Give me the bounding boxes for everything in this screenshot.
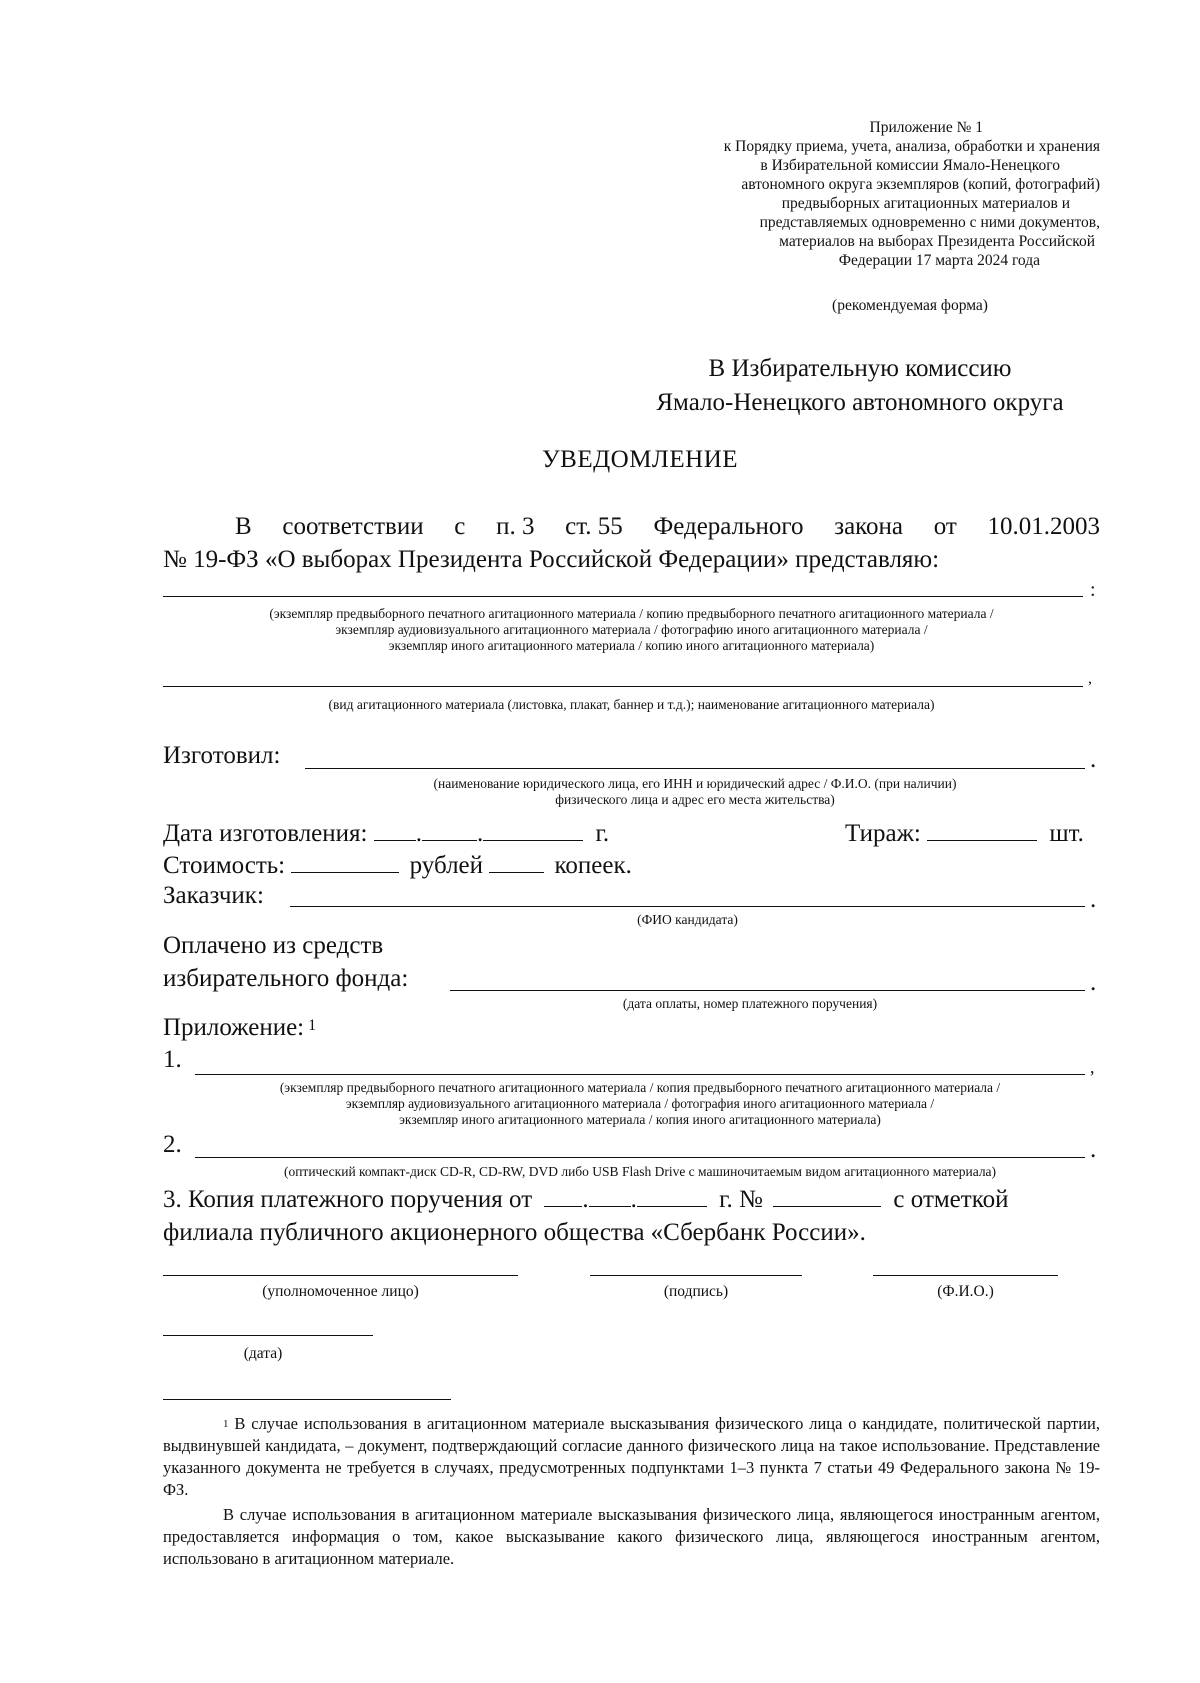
- appendix-line: автономного округа экземпляров (копий, фотографий): [741, 176, 1100, 193]
- payment-line-1: Оплачено из средств: [163, 932, 384, 959]
- attachment-1-blank-line[interactable]: [195, 1074, 1085, 1075]
- intro-word: В: [235, 513, 252, 540]
- payment-blank-line[interactable]: [450, 990, 1085, 991]
- intro-word: от: [933, 513, 957, 540]
- intro-word: соответствии: [282, 513, 424, 540]
- producer-label: Изготовил:: [163, 742, 281, 769]
- attachment-1-terminator: ,: [1090, 1057, 1095, 1077]
- circulation-unit: шт.: [1049, 820, 1084, 847]
- production-year-suffix: г.: [595, 820, 610, 847]
- intro-word: 10.01.2003: [987, 513, 1100, 540]
- intro-word: Федерального: [653, 513, 804, 540]
- attachment-3-row: 3. Копия платежного поручения от . . г. № с отметкой: [163, 1186, 1009, 1213]
- form-note: (рекомендуемая форма): [832, 297, 988, 314]
- date-line[interactable]: [163, 1335, 373, 1336]
- attachment-1-number: 1.: [163, 1046, 182, 1073]
- production-date-label: Дата изготовления:: [163, 820, 368, 847]
- attachment-3-line-2: филиала публичного акционерного общества «Сбербанк России».: [163, 1219, 866, 1246]
- appendix-header: [600, 118, 1100, 270]
- signature-line[interactable]: [590, 1275, 802, 1276]
- cost-rubles-blank[interactable]: [291, 850, 399, 873]
- attachment-3-suffix: с отметкой: [893, 1186, 1009, 1213]
- signature-caption: (подпись): [663, 1283, 729, 1300]
- intro-word: закона: [834, 513, 904, 540]
- authorized-person-caption: (уполномоченное лицо): [262, 1283, 419, 1300]
- material-type-terminator: ,: [1088, 670, 1092, 687]
- circulation-blank[interactable]: [927, 818, 1037, 841]
- payment-terminator: .: [1090, 969, 1097, 996]
- payment-order-day-blank[interactable]: [544, 1184, 582, 1207]
- production-month-blank[interactable]: [422, 818, 477, 841]
- material-terminator: :: [1090, 579, 1096, 601]
- customer-terminator: .: [1090, 886, 1097, 913]
- appendix-line: Федерации 17 марта 2024 года: [838, 252, 1040, 269]
- date-caption: (дата): [243, 1345, 283, 1362]
- footnote-reference: 1: [308, 1017, 317, 1034]
- producer-blank-line[interactable]: [305, 768, 1085, 769]
- authorized-person-line[interactable]: [163, 1275, 518, 1276]
- intro-line-1: [163, 510, 1100, 543]
- cost-kopecks-blank[interactable]: [489, 850, 544, 873]
- addressee-line-2: Ямало-Ненецкого автономного округа: [656, 389, 1064, 416]
- attachment-2-terminator: .: [1090, 1136, 1097, 1163]
- material-caption: (экземпляр предвыборного печатного агитационного материала / копию предвыборного печатного агитационного материала / экземпляр аудиовизуального агитационного материала / фотографию иного агитационного материала / экземпляр иного агитационного материала / копию иного агитационного материала): [269, 606, 994, 653]
- appendix-line: Приложение № 1: [869, 119, 983, 136]
- document-title: УВЕДОМЛЕНИЕ: [541, 446, 739, 473]
- customer-caption: (ФИО кандидата): [637, 912, 738, 927]
- circulation-row: [845, 818, 1084, 849]
- addressee: [620, 352, 1100, 420]
- footnote-paragraph-1: $^1$ В случае использования в агитационном материале высказывания физического лица о кандидате, политической партии, выдвинувшей кандидата, – документ, подтверждающий согласие данного физического лица на такое использование. Представление указанного документа не требуется в случаях, предусмотренных подпунктами 1–3 пункта 7 статьи 49 Федерального закона № 19-ФЗ.: [163, 1414, 1100, 1499]
- appendix-line: в Избирательной комиссии Ямало-Ненецкого: [760, 157, 1060, 174]
- appendix-line: представляемых одновременно с ними документов,: [759, 214, 1100, 231]
- attachments-label-row: [163, 1013, 316, 1043]
- production-date-row: Дата изготовления: . . г.: [163, 820, 610, 847]
- attachments-label: Приложение:: [163, 1014, 305, 1041]
- material-blank-line[interactable]: [163, 596, 1083, 597]
- producer-terminator: .: [1090, 746, 1097, 773]
- footnote: [163, 1413, 1100, 1570]
- attachment-3-prefix: 3. Копия платежного поручения от: [163, 1186, 533, 1213]
- production-year-blank[interactable]: [483, 818, 583, 841]
- footnote-mark: 1: [223, 1418, 229, 1430]
- customer-label: Заказчик:: [163, 882, 264, 909]
- material-type-caption: (вид агитационного материала (листовка, плакат, баннер и т.д.); наименование агитационного материала): [328, 697, 935, 712]
- cost-row: [163, 850, 632, 881]
- payment-caption: (дата оплаты, номер платежного поручения): [622, 996, 878, 1011]
- customer-blank-line[interactable]: [290, 906, 1085, 907]
- production-day-blank[interactable]: [374, 818, 416, 841]
- footnote-paragraph-2: В случае использования в агитационном материале высказывания физического лица, являющегося иностранным агентом, предоставляется информация о том, какое высказывание какого физического лица, являющегося иностранным агентом, использовано в агитационном материале.: [163, 1505, 1100, 1568]
- attachment-2-caption: (оптический компакт-диск CD-R, CD-RW, DVD либо USB Flash Drive с машиночитаемым видом агитационного материала): [283, 1164, 997, 1179]
- material-type-blank-line[interactable]: [163, 686, 1083, 687]
- payment-line-2: избирательного фонда:: [163, 965, 409, 992]
- producer-caption: (наименование юридического лица, его ИНН и юридический адрес / Ф.И.О. (при наличии) физического лица и адрес его места жительства): [433, 776, 957, 807]
- intro-word: ст. 55: [565, 513, 623, 540]
- intro-paragraph: [163, 510, 1100, 576]
- intro-word: п. 3: [496, 513, 535, 540]
- full-name-caption: (Ф.И.О.): [937, 1283, 994, 1300]
- cost-label: Стоимость:: [163, 852, 286, 879]
- cost-kopecks-label: копеек.: [554, 852, 632, 879]
- payment-order-year-blank[interactable]: [637, 1184, 707, 1207]
- intro-line-2: № 19-ФЗ «О выборах Президента Российской Федерации» представляю:: [163, 546, 940, 573]
- payment-order-month-blank[interactable]: [589, 1184, 631, 1207]
- cost-rubles-label: рублей: [409, 852, 484, 879]
- attachment-1-caption: (экземпляр предвыборного печатного агитационного материала / копия предвыборного печатного агитационного материала / экземпляр аудиовизуального агитационного материала / фотография иного агитационного материала / экземпляр иного агитационного материала / копия иного агитационного материала): [279, 1080, 1001, 1127]
- circulation-label: Тираж:: [845, 820, 921, 847]
- intro-word: с: [454, 513, 466, 540]
- payment-order-number-blank[interactable]: [773, 1184, 881, 1207]
- attachment-3-year-suffix: г. №: [719, 1186, 763, 1213]
- attachment-2-number: 2.: [163, 1131, 182, 1158]
- appendix-line: предвыборных агитационных материалов и: [781, 195, 1070, 212]
- appendix-line: к Порядку приема, учета, анализа, обработки и хранения: [723, 138, 1100, 155]
- footnote-separator: [163, 1399, 451, 1400]
- full-name-line[interactable]: [873, 1275, 1058, 1276]
- addressee-line-1: В Избирательную комиссию: [708, 355, 1012, 382]
- appendix-line: материалов на выборах Президента Российской: [779, 233, 1095, 250]
- attachment-2-blank-line[interactable]: [195, 1157, 1085, 1158]
